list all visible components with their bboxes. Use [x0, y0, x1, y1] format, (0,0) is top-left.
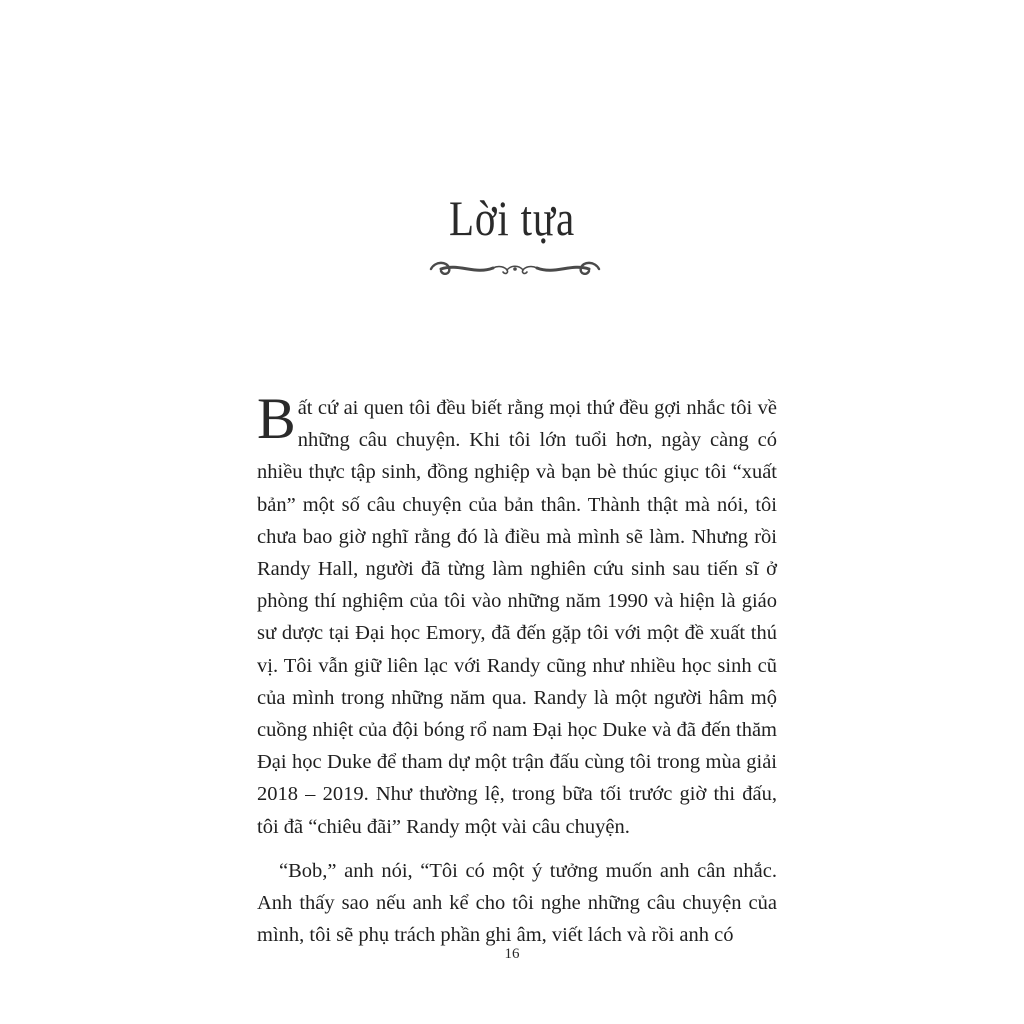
page-number: 16 [504, 946, 520, 962]
chapter-title: Lời tựa [449, 190, 575, 246]
paragraph-2: “Bob,” anh nói, “Tôi có một ý tưởng muốn anh cân nhắc. Anh thấy sao nếu anh kể cho tôi nghe những câu chuyện của mình, tôi sẽ phụ trách phần ghi âm, viết lách và rồi anh có [257, 859, 777, 947]
paragraph-1 [257, 386, 777, 843]
flourish-divider-icon [425, 255, 605, 281]
body-text [257, 386, 777, 951]
paragraph-1-text: ất cứ ai quen tôi đều biết rằng mọi thứ đều gợi nhắc tôi về những câu chuyện. Khi tôi lớn tuổi hơn, ngày càng có nhiều thực tập sinh, đồng nghiệp và bạn bè thúc giục tôi “xuất bản” một số câu chuyện của bản thân. Thành thật mà nói, tôi chưa bao giờ nghĩ rằng đó là điều mà mình sẽ làm. Nhưng rồi Randy Hall, người đã từng làm nghiên cứu sinh sau tiến sĩ ở phòng thí nghiệm của tôi vào những năm 1990 và hiện là giáo sư dược tại Đại học Emory, đã đến gặp tôi với một đề xuất thú vị. Tôi vẫn giữ liên lạc với Randy cũng như nhiều học sinh cũ của mình trong những năm qua. Randy là một người hâm mộ cuồng nhiệt của đội bóng rổ nam Đại học Duke và đã đến thăm Đại học Duke để tham dự một trận đấu cùng tôi trong mùa giải 2018 – 2019. Như thường lệ, trong bữa tối trước giờ thi đấu, tôi đã “chiêu đãi” Randy một vài câu chuyện. [257, 397, 777, 838]
drop-cap: B [257, 386, 296, 451]
